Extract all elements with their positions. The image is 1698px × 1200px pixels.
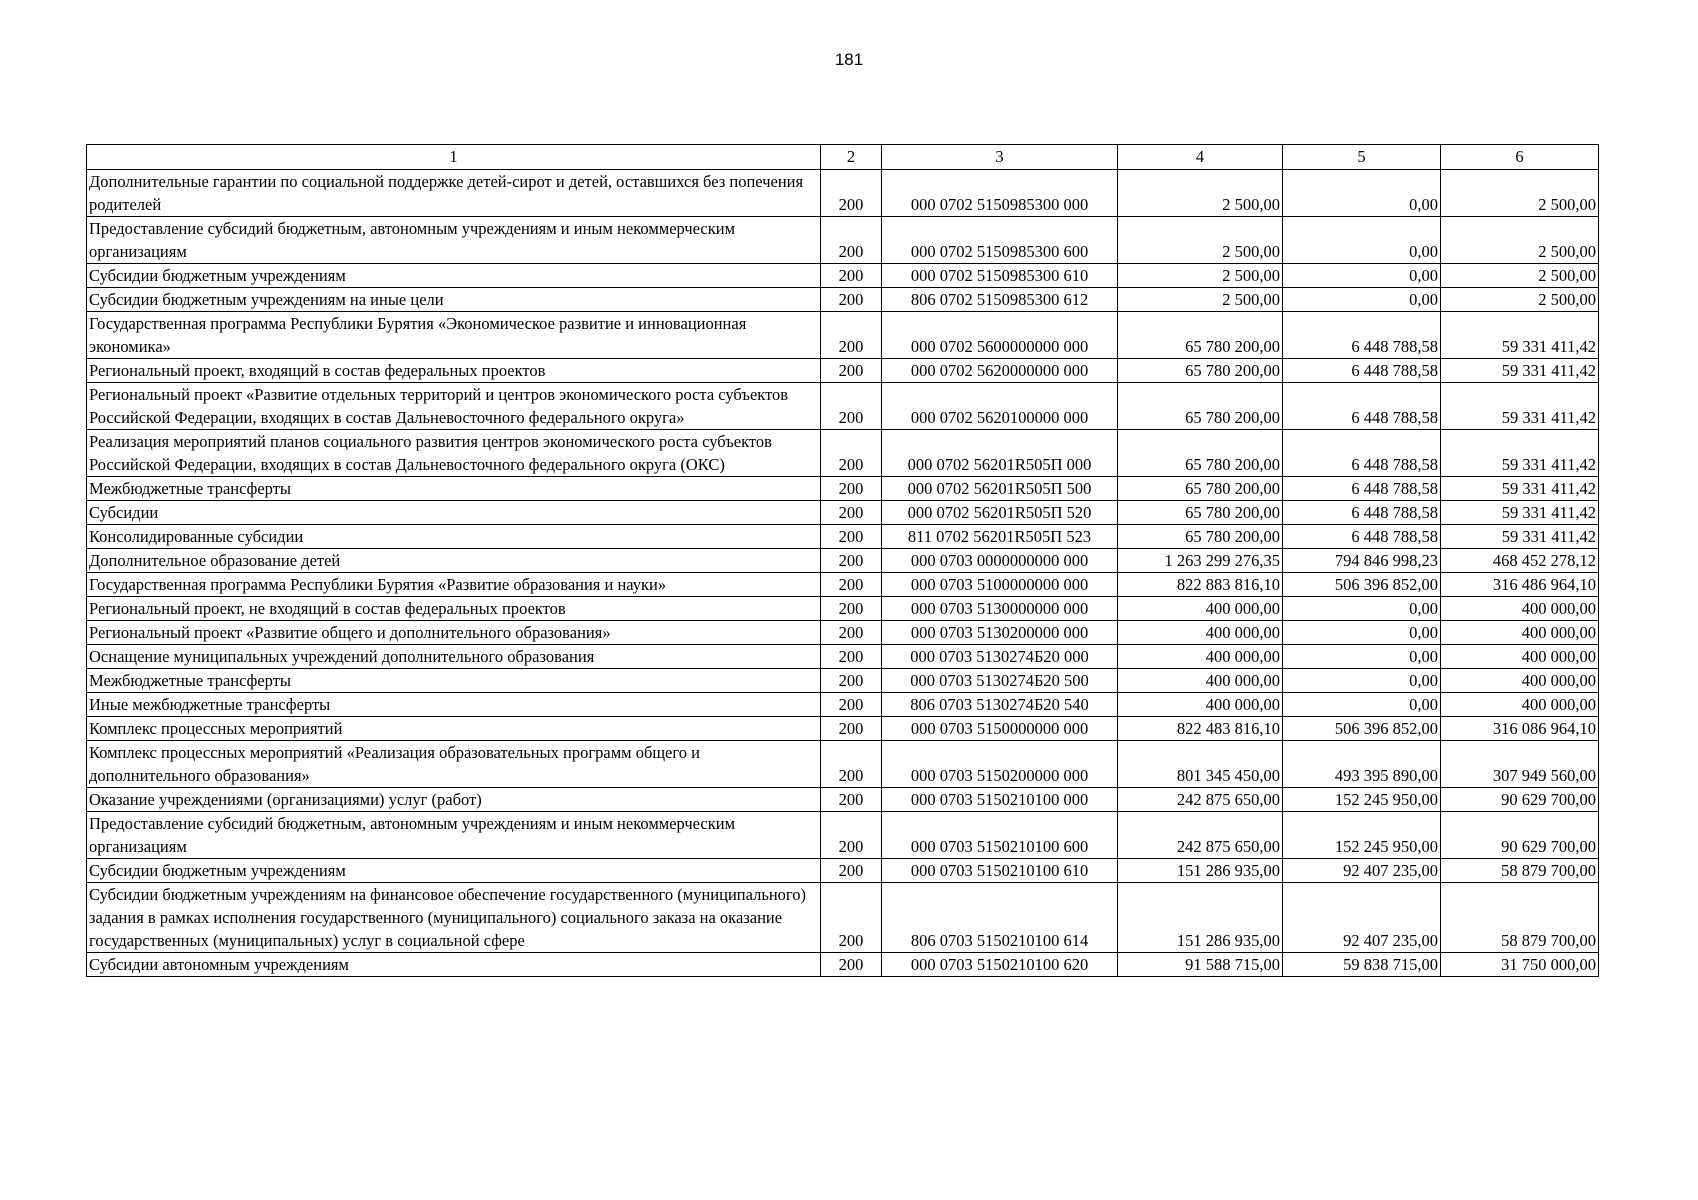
- row-plan-cell: 1 263 299 276,35: [1118, 549, 1283, 573]
- row-classification-cell: 000 0702 5600000000 000: [882, 312, 1118, 359]
- row-name-cell: Межбюджетные трансферты: [87, 669, 821, 693]
- table-row: [87, 812, 1599, 859]
- row-code-cell: 200: [821, 669, 882, 693]
- table-row: [87, 549, 1599, 573]
- row-name-cell: Предоставление субсидий бюджетным, автономным учреждениям и иным некоммерческим организациям: [87, 812, 821, 859]
- row-name-cell: Оснащение муниципальных учреждений дополнительного образования: [87, 645, 821, 669]
- row-name-cell: Оказание учреждениями (организациями) услуг (работ): [87, 788, 821, 812]
- row-code-cell: 200: [821, 859, 882, 883]
- row-classification-cell: 000 0703 5130274Б20 500: [882, 669, 1118, 693]
- table-row: [87, 597, 1599, 621]
- row-remainder-cell: 2 500,00: [1441, 217, 1599, 264]
- row-name-cell: Субсидии бюджетным учреждениям на финансовое обеспечение государственного (муниципального) задания в рамках исполнения государственного (муниципального) социального заказа на оказание государственных (муниципальных) услуг в социальной сфере: [87, 883, 821, 953]
- row-name-cell: Комплекс процессных мероприятий «Реализация образовательных программ общего и дополнительного образования»: [87, 741, 821, 788]
- row-plan-cell: 822 883 816,10: [1118, 573, 1283, 597]
- row-remainder-cell: 2 500,00: [1441, 170, 1599, 217]
- row-code-cell: 200: [821, 359, 882, 383]
- column-header: 1: [87, 145, 821, 170]
- row-executed-cell: 6 448 788,58: [1283, 383, 1441, 430]
- row-name-cell: Региональный проект «Развитие общего и дополнительного образования»: [87, 621, 821, 645]
- budget-table: [86, 144, 1599, 977]
- row-name-cell: Государственная программа Республики Бурятия «Экономическое развитие и инновационная экономика»: [87, 312, 821, 359]
- row-plan-cell: 2 500,00: [1118, 288, 1283, 312]
- row-name-cell: Региональный проект, не входящий в состав федеральных проектов: [87, 597, 821, 621]
- row-classification-cell: 000 0702 56201R505П 520: [882, 501, 1118, 525]
- row-plan-cell: 242 875 650,00: [1118, 812, 1283, 859]
- row-plan-cell: 2 500,00: [1118, 264, 1283, 288]
- row-executed-cell: 6 448 788,58: [1283, 312, 1441, 359]
- table-row: [87, 312, 1599, 359]
- row-classification-cell: 000 0703 5100000000 000: [882, 573, 1118, 597]
- row-code-cell: 200: [821, 717, 882, 741]
- table-row: [87, 430, 1599, 477]
- row-plan-cell: 65 780 200,00: [1118, 477, 1283, 501]
- row-remainder-cell: 400 000,00: [1441, 597, 1599, 621]
- column-header: 4: [1118, 145, 1283, 170]
- table-row: [87, 693, 1599, 717]
- table-row: [87, 669, 1599, 693]
- row-name-cell: Иные межбюджетные трансферты: [87, 693, 821, 717]
- row-executed-cell: 0,00: [1283, 621, 1441, 645]
- row-executed-cell: 0,00: [1283, 217, 1441, 264]
- row-code-cell: 200: [821, 741, 882, 788]
- row-plan-cell: 65 780 200,00: [1118, 312, 1283, 359]
- row-remainder-cell: 316 486 964,10: [1441, 573, 1599, 597]
- column-header: 5: [1283, 145, 1441, 170]
- table-row: [87, 477, 1599, 501]
- row-classification-cell: 000 0703 5150210100 620: [882, 953, 1118, 977]
- row-executed-cell: 0,00: [1283, 597, 1441, 621]
- row-executed-cell: 0,00: [1283, 288, 1441, 312]
- row-executed-cell: 152 245 950,00: [1283, 812, 1441, 859]
- row-executed-cell: 152 245 950,00: [1283, 788, 1441, 812]
- row-code-cell: 200: [821, 883, 882, 953]
- row-plan-cell: 65 780 200,00: [1118, 501, 1283, 525]
- row-remainder-cell: 59 331 411,42: [1441, 477, 1599, 501]
- row-remainder-cell: 400 000,00: [1441, 645, 1599, 669]
- row-code-cell: 200: [821, 645, 882, 669]
- row-classification-cell: 000 0702 5620000000 000: [882, 359, 1118, 383]
- row-remainder-cell: 59 331 411,42: [1441, 525, 1599, 549]
- row-plan-cell: 91 588 715,00: [1118, 953, 1283, 977]
- row-classification-cell: 000 0702 56201R505П 000: [882, 430, 1118, 477]
- row-plan-cell: 65 780 200,00: [1118, 525, 1283, 549]
- row-name-cell: Субсидии: [87, 501, 821, 525]
- row-classification-cell: 000 0703 0000000000 000: [882, 549, 1118, 573]
- row-classification-cell: 000 0702 5150985300 600: [882, 217, 1118, 264]
- row-name-cell: Предоставление субсидий бюджетным, автономным учреждениям и иным некоммерческим организациям: [87, 217, 821, 264]
- row-plan-cell: 400 000,00: [1118, 597, 1283, 621]
- row-remainder-cell: 31 750 000,00: [1441, 953, 1599, 977]
- table-row: [87, 501, 1599, 525]
- row-classification-cell: 806 0703 5130274Б20 540: [882, 693, 1118, 717]
- row-remainder-cell: 90 629 700,00: [1441, 788, 1599, 812]
- row-classification-cell: 000 0702 5620100000 000: [882, 383, 1118, 430]
- row-executed-cell: 59 838 715,00: [1283, 953, 1441, 977]
- row-name-cell: Дополнительные гарантии по социальной поддержке детей-сирот и детей, оставшихся без попечения родителей: [87, 170, 821, 217]
- table-row: [87, 217, 1599, 264]
- row-classification-cell: 811 0702 56201R505П 523: [882, 525, 1118, 549]
- table-row: [87, 621, 1599, 645]
- row-executed-cell: 506 396 852,00: [1283, 573, 1441, 597]
- row-code-cell: 200: [821, 430, 882, 477]
- column-header: 2: [821, 145, 882, 170]
- row-executed-cell: 92 407 235,00: [1283, 859, 1441, 883]
- table-body: [87, 170, 1599, 977]
- row-code-cell: 200: [821, 312, 882, 359]
- row-name-cell: Межбюджетные трансферты: [87, 477, 821, 501]
- row-code-cell: 200: [821, 288, 882, 312]
- row-code-cell: 200: [821, 549, 882, 573]
- row-plan-cell: 822 483 816,10: [1118, 717, 1283, 741]
- row-code-cell: 200: [821, 525, 882, 549]
- row-classification-cell: 000 0703 5150210100 600: [882, 812, 1118, 859]
- table-row: [87, 383, 1599, 430]
- row-plan-cell: 242 875 650,00: [1118, 788, 1283, 812]
- row-classification-cell: 000 0703 5150210100 610: [882, 859, 1118, 883]
- row-classification-cell: 000 0703 5130200000 000: [882, 621, 1118, 645]
- row-remainder-cell: 90 629 700,00: [1441, 812, 1599, 859]
- row-code-cell: 200: [821, 788, 882, 812]
- row-classification-cell: 000 0703 5130274Б20 000: [882, 645, 1118, 669]
- row-remainder-cell: 307 949 560,00: [1441, 741, 1599, 788]
- row-plan-cell: 400 000,00: [1118, 669, 1283, 693]
- row-code-cell: 200: [821, 477, 882, 501]
- row-classification-cell: 000 0703 5150210100 000: [882, 788, 1118, 812]
- row-name-cell: Реализация мероприятий планов социального развития центров экономического роста субъектов Российской Федерации, входящих в состав Дальневосточного федерального округа (ОКС): [87, 430, 821, 477]
- row-remainder-cell: 2 500,00: [1441, 264, 1599, 288]
- row-code-cell: 200: [821, 621, 882, 645]
- row-name-cell: Дополнительное образование детей: [87, 549, 821, 573]
- row-name-cell: Субсидии бюджетным учреждениям: [87, 264, 821, 288]
- row-name-cell: Субсидии бюджетным учреждениям на иные цели: [87, 288, 821, 312]
- row-code-cell: 200: [821, 597, 882, 621]
- row-executed-cell: 0,00: [1283, 264, 1441, 288]
- row-remainder-cell: 59 331 411,42: [1441, 359, 1599, 383]
- row-remainder-cell: 2 500,00: [1441, 288, 1599, 312]
- row-classification-cell: 000 0702 56201R505П 500: [882, 477, 1118, 501]
- row-code-cell: 200: [821, 383, 882, 430]
- table-row: [87, 953, 1599, 977]
- row-name-cell: Консолидированные субсидии: [87, 525, 821, 549]
- row-code-cell: 200: [821, 501, 882, 525]
- row-plan-cell: 400 000,00: [1118, 693, 1283, 717]
- row-name-cell: Региональный проект, входящий в состав федеральных проектов: [87, 359, 821, 383]
- row-executed-cell: 0,00: [1283, 669, 1441, 693]
- row-executed-cell: 6 448 788,58: [1283, 525, 1441, 549]
- row-executed-cell: 6 448 788,58: [1283, 359, 1441, 383]
- row-classification-cell: 806 0703 5150210100 614: [882, 883, 1118, 953]
- table-row: [87, 573, 1599, 597]
- table-row: [87, 264, 1599, 288]
- row-executed-cell: 493 395 890,00: [1283, 741, 1441, 788]
- row-plan-cell: 400 000,00: [1118, 645, 1283, 669]
- row-name-cell: Субсидии бюджетным учреждениям: [87, 859, 821, 883]
- row-executed-cell: 6 448 788,58: [1283, 501, 1441, 525]
- table-row: [87, 359, 1599, 383]
- row-plan-cell: 151 286 935,00: [1118, 883, 1283, 953]
- row-name-cell: Региональный проект «Развитие отдельных территорий и центров экономического роста субъектов Российской Федерации, входящих в состав Дальневосточного федерального округа»: [87, 383, 821, 430]
- table-row: [87, 288, 1599, 312]
- row-plan-cell: 2 500,00: [1118, 217, 1283, 264]
- row-remainder-cell: 400 000,00: [1441, 693, 1599, 717]
- row-name-cell: Субсидии автономным учреждениям: [87, 953, 821, 977]
- row-classification-cell: 000 0702 5150985300 000: [882, 170, 1118, 217]
- table-row: [87, 170, 1599, 217]
- row-remainder-cell: 58 879 700,00: [1441, 883, 1599, 953]
- row-executed-cell: 0,00: [1283, 170, 1441, 217]
- row-classification-cell: 000 0703 5130000000 000: [882, 597, 1118, 621]
- row-remainder-cell: 58 879 700,00: [1441, 859, 1599, 883]
- row-remainder-cell: 59 331 411,42: [1441, 430, 1599, 477]
- table-row: [87, 859, 1599, 883]
- row-classification-cell: 000 0702 5150985300 610: [882, 264, 1118, 288]
- row-code-cell: 200: [821, 693, 882, 717]
- column-header: 6: [1441, 145, 1599, 170]
- row-name-cell: Государственная программа Республики Бурятия «Развитие образования и науки»: [87, 573, 821, 597]
- row-plan-cell: 65 780 200,00: [1118, 359, 1283, 383]
- row-code-cell: 200: [821, 264, 882, 288]
- row-executed-cell: 506 396 852,00: [1283, 717, 1441, 741]
- row-classification-cell: 000 0703 5150200000 000: [882, 741, 1118, 788]
- row-executed-cell: 92 407 235,00: [1283, 883, 1441, 953]
- row-executed-cell: 0,00: [1283, 693, 1441, 717]
- row-code-cell: 200: [821, 953, 882, 977]
- page-number: 181: [834, 50, 864, 69]
- row-plan-cell: 65 780 200,00: [1118, 430, 1283, 477]
- row-remainder-cell: 59 331 411,42: [1441, 501, 1599, 525]
- row-executed-cell: 6 448 788,58: [1283, 430, 1441, 477]
- row-remainder-cell: 400 000,00: [1441, 669, 1599, 693]
- table-row: [87, 741, 1599, 788]
- row-name-cell: Комплекс процессных мероприятий: [87, 717, 821, 741]
- row-plan-cell: 151 286 935,00: [1118, 859, 1283, 883]
- table-header-row: [87, 145, 1599, 170]
- row-plan-cell: 801 345 450,00: [1118, 741, 1283, 788]
- row-code-cell: 200: [821, 170, 882, 217]
- row-plan-cell: 400 000,00: [1118, 621, 1283, 645]
- row-code-cell: 200: [821, 573, 882, 597]
- row-executed-cell: 0,00: [1283, 645, 1441, 669]
- table-row: [87, 883, 1599, 953]
- row-remainder-cell: 59 331 411,42: [1441, 312, 1599, 359]
- row-code-cell: 200: [821, 812, 882, 859]
- table-row: [87, 717, 1599, 741]
- row-plan-cell: 65 780 200,00: [1118, 383, 1283, 430]
- row-remainder-cell: 400 000,00: [1441, 621, 1599, 645]
- table-row: [87, 788, 1599, 812]
- row-classification-cell: 806 0702 5150985300 612: [882, 288, 1118, 312]
- row-code-cell: 200: [821, 217, 882, 264]
- row-plan-cell: 2 500,00: [1118, 170, 1283, 217]
- row-classification-cell: 000 0703 5150000000 000: [882, 717, 1118, 741]
- row-remainder-cell: 59 331 411,42: [1441, 383, 1599, 430]
- table-row: [87, 525, 1599, 549]
- row-remainder-cell: 468 452 278,12: [1441, 549, 1599, 573]
- row-executed-cell: 6 448 788,58: [1283, 477, 1441, 501]
- table-row: [87, 645, 1599, 669]
- column-header: 3: [882, 145, 1118, 170]
- row-executed-cell: 794 846 998,23: [1283, 549, 1441, 573]
- row-remainder-cell: 316 086 964,10: [1441, 717, 1599, 741]
